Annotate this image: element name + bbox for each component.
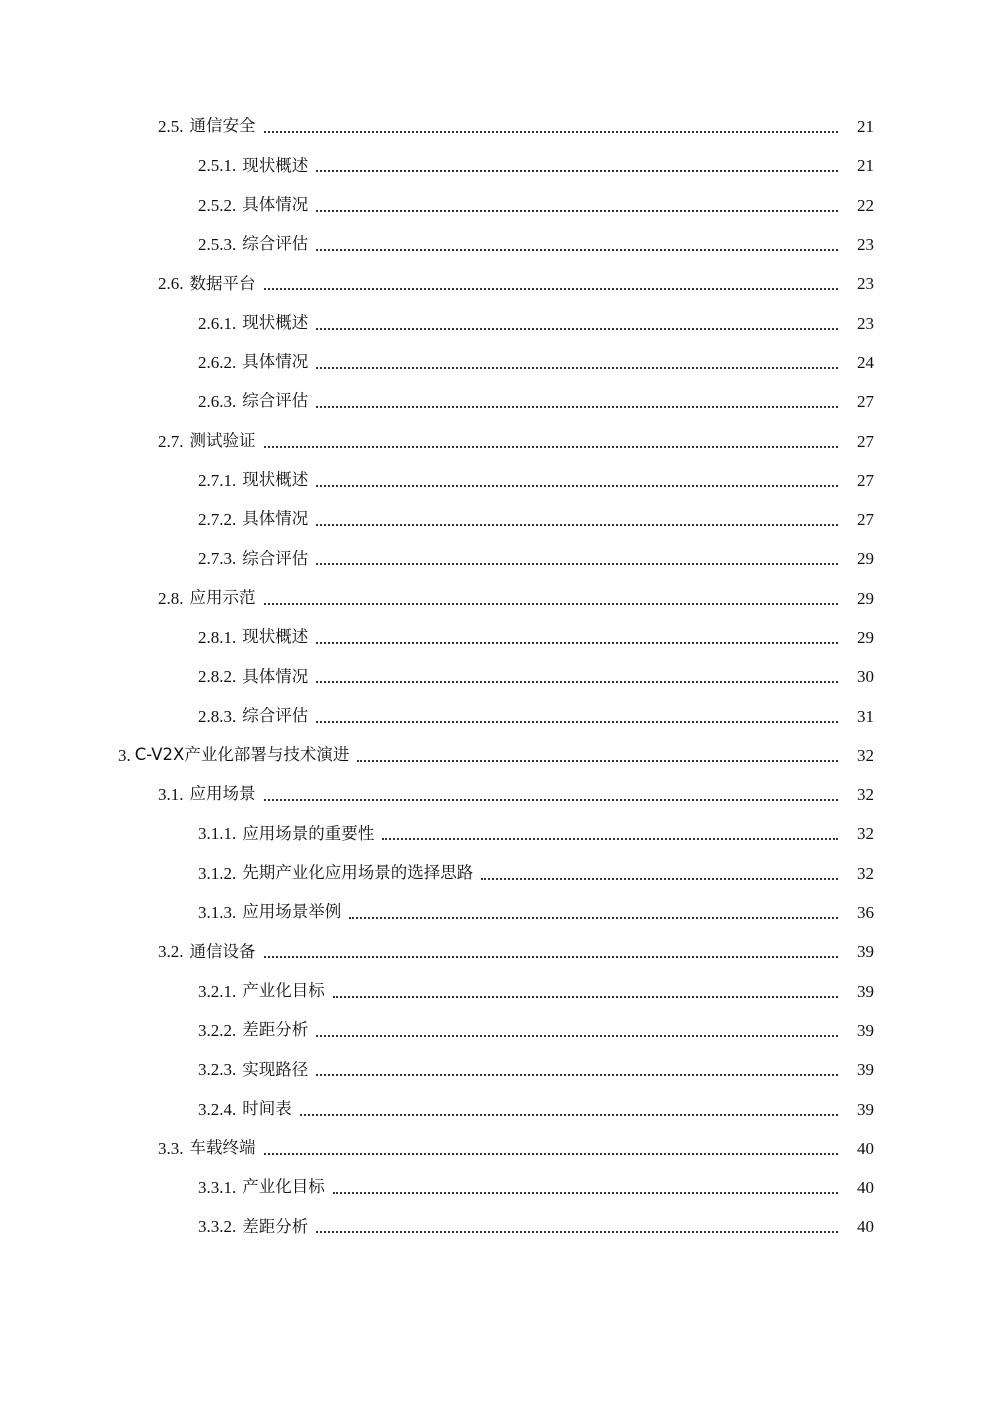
toc-entry-title: 时间表: [242, 1098, 292, 1118]
toc-page-number: 32: [857, 824, 874, 844]
dot-leader: [316, 366, 838, 369]
toc-entry-title: 测试验证: [189, 430, 256, 450]
dot-leader: [316, 1073, 838, 1076]
toc-entry[interactable]: [0, 382, 992, 421]
toc-entry-title: 现状概述: [242, 155, 309, 175]
toc-entry-number: 3.3.2.: [198, 1217, 237, 1237]
toc-entry-title: 应用场景举例: [242, 902, 342, 922]
toc-entry-title: C-V2X产业化部署与技术演进: [134, 745, 350, 765]
toc-entry[interactable]: [0, 1129, 992, 1168]
dot-leader: [264, 445, 839, 448]
dot-leader: [264, 602, 839, 605]
toc-entry-number: 2.8.2.: [198, 667, 237, 687]
toc-entry-number: 2.6.: [158, 274, 184, 294]
toc-entry[interactable]: [0, 343, 992, 382]
toc-page-number: 31: [857, 706, 874, 726]
dot-leader: [349, 916, 838, 919]
toc-entry[interactable]: [0, 186, 992, 225]
toc-entry[interactable]: [0, 264, 992, 303]
toc-entry-number: 3.2.2.: [198, 1020, 237, 1040]
toc-page-number: 39: [857, 981, 874, 1001]
toc-entry[interactable]: [0, 579, 992, 618]
toc-entry[interactable]: [0, 107, 992, 146]
toc-entry[interactable]: [0, 696, 992, 735]
toc-entry-title: 产业化目标: [242, 1177, 325, 1197]
toc-page-number: 27: [857, 431, 874, 451]
toc-entry-number: 3.1.2.: [198, 863, 237, 883]
dot-leader: [316, 523, 838, 526]
toc-entry-number: 3.3.: [158, 1138, 184, 1158]
dot-leader: [316, 405, 838, 408]
toc-page-number: 23: [857, 235, 874, 255]
toc-entry[interactable]: [0, 932, 992, 971]
dot-leader: [316, 641, 838, 644]
dot-leader: [300, 1113, 838, 1116]
toc-entry-number: 3.2.: [158, 942, 184, 962]
toc-entry[interactable]: [0, 303, 992, 342]
toc-entry-title: 先期产业化应用场景的选择思路: [242, 863, 474, 883]
dot-leader: [316, 169, 838, 172]
toc-entry-number: 3.2.4.: [198, 1099, 237, 1119]
toc-entry-title: 车载终端: [189, 1138, 256, 1158]
toc-entry-title: 综合评估: [242, 705, 309, 725]
dot-leader: [333, 995, 838, 998]
toc-entry-number: 2.5.2.: [198, 195, 237, 215]
toc-entry-number: 2.7.1.: [198, 470, 237, 490]
toc-entry-title: 综合评估: [242, 391, 309, 411]
toc-page-number: 39: [857, 942, 874, 962]
dot-leader: [316, 327, 838, 330]
toc-entry-number: 3.2.1.: [198, 981, 237, 1001]
dot-leader: [357, 759, 838, 762]
toc-page-number: 30: [857, 667, 874, 687]
toc-entry-title: 现状概述: [242, 627, 309, 647]
dot-leader: [264, 287, 839, 290]
toc-entry-title: 差距分析: [242, 1020, 309, 1040]
dot-leader: [264, 130, 839, 133]
toc-entry[interactable]: [0, 539, 992, 578]
toc-entry-title: 现状概述: [242, 470, 309, 490]
toc-entry-title: 具体情况: [242, 194, 309, 214]
toc-entry-number: 2.7.2.: [198, 510, 237, 530]
toc-entry-title: 应用示范: [189, 587, 256, 607]
toc-entry-number: 3.1.: [158, 785, 184, 805]
dot-leader: [316, 248, 838, 251]
toc-entry[interactable]: [0, 225, 992, 264]
toc-entry-title: 产业化目标: [242, 980, 325, 1000]
toc-entry[interactable]: [0, 814, 992, 853]
dot-leader: [316, 1034, 838, 1037]
toc-page-number: 40: [857, 1217, 874, 1237]
dot-leader: [481, 877, 838, 880]
toc-page-number: 27: [857, 392, 874, 412]
toc-page-number: 32: [857, 863, 874, 883]
toc-entry-title: 数据平台: [189, 273, 256, 293]
toc-entry[interactable]: [0, 972, 992, 1011]
toc-entry-title: 通信设备: [189, 941, 256, 961]
toc-page-number: 39: [857, 1099, 874, 1119]
toc-entry-number: 3.3.1.: [198, 1178, 237, 1198]
dot-leader: [316, 680, 838, 683]
toc-entry-number: 2.8.3.: [198, 706, 237, 726]
toc-page-number: 32: [857, 785, 874, 805]
toc-page-number: 21: [857, 117, 874, 137]
toc-entry-number: 3.2.3.: [198, 1060, 237, 1080]
toc-entry-title: 通信安全: [189, 116, 256, 136]
toc-entry-title: 应用场景: [189, 784, 256, 804]
toc-entry[interactable]: [0, 1207, 992, 1246]
toc-entry-title: 现状概述: [242, 312, 309, 332]
dot-leader: [316, 720, 838, 723]
toc-entry-title: 具体情况: [242, 666, 309, 686]
toc-entry[interactable]: [0, 421, 992, 460]
toc-page-number: 29: [857, 549, 874, 569]
dot-leader: [316, 209, 838, 212]
toc-page-number: 27: [857, 470, 874, 490]
toc-entry-title: 应用场景的重要性: [242, 823, 375, 843]
toc-entry-number: 2.5.1.: [198, 156, 237, 176]
toc-entry-number: 2.8.1.: [198, 628, 237, 647]
toc-entry-title: 具体情况: [242, 352, 309, 372]
toc-entry[interactable]: [0, 1089, 992, 1128]
toc-entry[interactable]: [0, 854, 992, 893]
toc-page-number: 32: [857, 745, 874, 765]
dot-leader: [316, 562, 838, 565]
toc-entry-title: 实现路径: [242, 1059, 309, 1079]
toc-page-number: 23: [857, 313, 874, 333]
toc-entry-number: 2.7.3.: [198, 549, 237, 569]
toc-entry[interactable]: [0, 146, 992, 185]
toc-page-number: 29: [857, 588, 874, 608]
dot-leader: [264, 955, 839, 958]
toc-entry-number: 2.5.: [158, 117, 184, 137]
toc-page-number: 40: [857, 1178, 874, 1198]
toc-entry[interactable]: [0, 657, 992, 696]
dot-leader: [333, 1191, 838, 1194]
toc-entry-number: 2.8.: [158, 588, 184, 608]
toc-entry[interactable]: [0, 736, 992, 775]
toc-entry-number: 3.1.3.: [198, 903, 237, 923]
toc-entry-number: 2.6.1.: [198, 313, 237, 333]
toc-page-number: 40: [857, 1138, 874, 1158]
dot-leader: [264, 798, 839, 801]
toc-entry[interactable]: [0, 618, 992, 657]
dot-leader: [382, 837, 838, 840]
toc-page-number: 27: [857, 510, 874, 530]
toc-entry-number: 2.6.3.: [198, 392, 237, 412]
toc-entry-title: 具体情况: [242, 509, 309, 529]
toc-page-number: 29: [857, 628, 874, 647]
toc-page-number: 24: [857, 352, 874, 372]
toc-entry[interactable]: [0, 1011, 992, 1050]
toc-page-number: 39: [857, 1020, 874, 1040]
toc-entry-number: 2.5.3.: [198, 235, 237, 255]
toc-page-number: 36: [857, 903, 874, 923]
toc-entry-number: 2.7.: [158, 431, 184, 451]
toc-entry[interactable]: [0, 500, 992, 539]
toc-entry-number: 3.1.1.: [198, 824, 237, 844]
toc-entry-title: 综合评估: [242, 548, 309, 568]
toc-entry[interactable]: [0, 775, 992, 814]
toc-entry[interactable]: [0, 461, 992, 500]
toc-entry-number: 3.: [118, 745, 131, 765]
toc-entry-title: 综合评估: [242, 234, 309, 254]
toc-entry-number: 2.6.2.: [198, 352, 237, 372]
toc-page-number: 23: [857, 274, 874, 294]
table-of-contents: [0, 107, 992, 1247]
toc-entry[interactable]: [0, 1050, 992, 1089]
dot-leader: [316, 1230, 838, 1233]
toc-page-number: 39: [857, 1060, 874, 1080]
toc-entry[interactable]: [0, 893, 992, 932]
toc-entry[interactable]: [0, 1168, 992, 1207]
dot-leader: [316, 484, 838, 487]
dot-leader: [264, 1152, 839, 1155]
toc-page-number: 22: [857, 195, 874, 215]
toc-entry-title: 差距分析: [242, 1216, 309, 1236]
toc-page-number: 21: [857, 156, 874, 176]
